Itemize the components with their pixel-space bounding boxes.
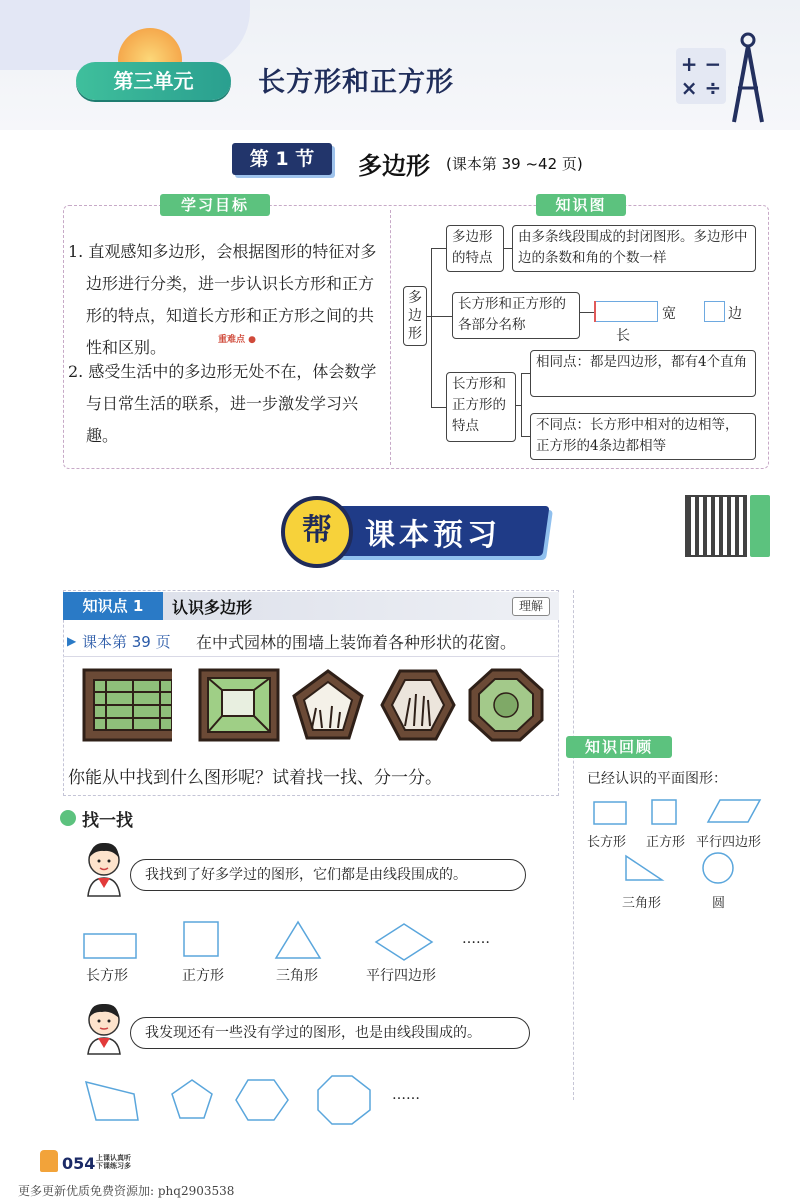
map-connector (580, 312, 594, 313)
page-number: 054 (62, 1154, 96, 1173)
preview-title: 课本预习 (365, 518, 501, 553)
section-page-range: (课本第 39 ~42 页) (446, 155, 583, 173)
parallelogram-shape (708, 800, 760, 822)
map-node-differences: 不同点：长方形中相对的边相等，正方形的4条边都相等 (530, 413, 756, 460)
label-parallelogram: 平行四边形 (366, 968, 436, 984)
triangle-shape (626, 856, 662, 880)
triangle-shape (276, 922, 320, 958)
map-connector (504, 248, 512, 249)
rectangle-shape (84, 934, 136, 958)
footer-motto: 上课认真听 下课练习多 (96, 1154, 131, 1170)
lattice-window-rectangle-image (82, 668, 172, 742)
map-connector (431, 407, 446, 408)
find-title: 找一找 (82, 811, 133, 831)
map-connector (521, 436, 530, 437)
lattice-window-octagon-image (468, 668, 558, 742)
review-label-square: 正方形 (646, 835, 686, 850)
label-square: 正方形 (182, 968, 224, 984)
scene-description: 在中式园林的围墙上装饰着各种形状的花窗。 (196, 633, 517, 652)
hexagon-shape (236, 1080, 288, 1120)
octagon-shape (318, 1076, 370, 1124)
map-node-rect-square-features: 长方形和正方形的特点 (446, 372, 516, 442)
map-root-node: 多边形 (403, 286, 427, 346)
textbook-reference: 课本第 39 页 (82, 633, 171, 651)
map-connector (516, 405, 522, 406)
find-bullet-icon (60, 810, 76, 826)
knowledge-point-title: 认识多边形 (172, 598, 253, 617)
lattice-window-hexagon-image (380, 668, 470, 742)
lattice-window-square-image (198, 668, 288, 742)
lattice-window-pentagon-image (290, 668, 380, 742)
label-length: 长 (616, 328, 630, 344)
math-operators-icon: + − × ÷ (676, 48, 726, 104)
rectangle-width-mark (594, 301, 596, 322)
map-connector (431, 248, 432, 408)
boy-avatar (80, 996, 128, 1056)
new-shapes-row (80, 1072, 390, 1128)
parallelogram-shape (376, 924, 432, 960)
review-label: 已经认识的平面图形： (587, 771, 727, 787)
rectangle-shape (594, 802, 626, 824)
key-point-mark: 重难点 ● (218, 335, 257, 345)
question-text: 你能从中找到什么图形呢？试着找一找、分一分。 (68, 768, 442, 788)
qr-code-icon[interactable] (685, 495, 747, 557)
pentagon-shape (172, 1080, 212, 1118)
goal-item-1: 1. 直观感知多边形，会根据图形的特征对多边形进行分类，进一步认识长方形和正方形的特点，知道长方形和正方形之间的共性和区别。 (68, 242, 377, 357)
section-title: 多边形 (358, 152, 430, 180)
section-badge: 第 1 节 (232, 143, 332, 175)
label-side: 边 (728, 306, 742, 322)
map-connector (431, 316, 452, 317)
square-blank (704, 301, 725, 322)
map-connector (521, 373, 530, 374)
rectangle-blank (594, 301, 658, 322)
unit-title: 长方形和正方形 (258, 67, 454, 98)
knowledge-point-tag: 知识点 1 (63, 592, 163, 620)
learning-goals-tag: 学习目标 (160, 194, 270, 216)
compass-icon (728, 30, 768, 126)
label-width: 宽 (662, 306, 676, 322)
review-label-circle: 圆 (712, 896, 726, 911)
review-label-triangle: 三角形 (622, 896, 662, 911)
map-node-similarities: 相同点：都是四边形，都有4个直角 (530, 350, 756, 397)
footer-note: 更多更新优质免费资源加: phq2903538 (18, 1184, 235, 1198)
knowledge-map-tag: 知识图 (536, 194, 626, 216)
map-node-polygon-features: 多边形的特点 (446, 225, 504, 272)
side-column-divider (573, 590, 574, 1100)
knowledge-review-tag: 知识回顾 (566, 736, 672, 758)
girl-avatar (80, 838, 128, 898)
goals-divider (390, 210, 391, 465)
unit-label: 第三单元 (76, 62, 231, 100)
review-label-rectangle: 长方形 (587, 835, 627, 850)
map-connector (431, 248, 446, 249)
square-shape (184, 922, 218, 956)
bang-badge: 帮 (281, 496, 353, 568)
level-badge: 理解 (512, 597, 550, 616)
triangle-right-icon: ▶ (67, 634, 77, 648)
circle-shape (703, 853, 733, 883)
label-rectangle: 长方形 (86, 968, 128, 984)
review-label-parallelogram: 平行四边形 (696, 835, 762, 850)
qr-side-tab (750, 495, 770, 557)
map-node-polygon-definition: 由多条线段围成的封闭图形。多边形中边的条数和角的个数一样 (512, 225, 756, 272)
known-shapes-row (80, 918, 460, 964)
goal-item-2: 2. 感受生活中的多边形无处不在，体会数学与日常生活的联系，进一步激发学习兴趣。 (68, 362, 377, 445)
square-shape (652, 800, 676, 824)
map-node-part-names: 长方形和正方形的各部分名称 (452, 292, 580, 339)
ellipsis-2: …… (392, 1087, 420, 1103)
mascot-icon (40, 1150, 58, 1172)
speech-bubble-girl: 我找到了好多学过的图形，它们都是由线段围成的。 (130, 859, 526, 891)
label-triangle: 三角形 (276, 968, 318, 984)
speech-bubble-boy: 我发现还有一些没有学过的图形，也是由线段围成的。 (130, 1017, 530, 1049)
ellipsis-1: …… (462, 931, 490, 947)
quadrilateral-shape (86, 1082, 138, 1120)
